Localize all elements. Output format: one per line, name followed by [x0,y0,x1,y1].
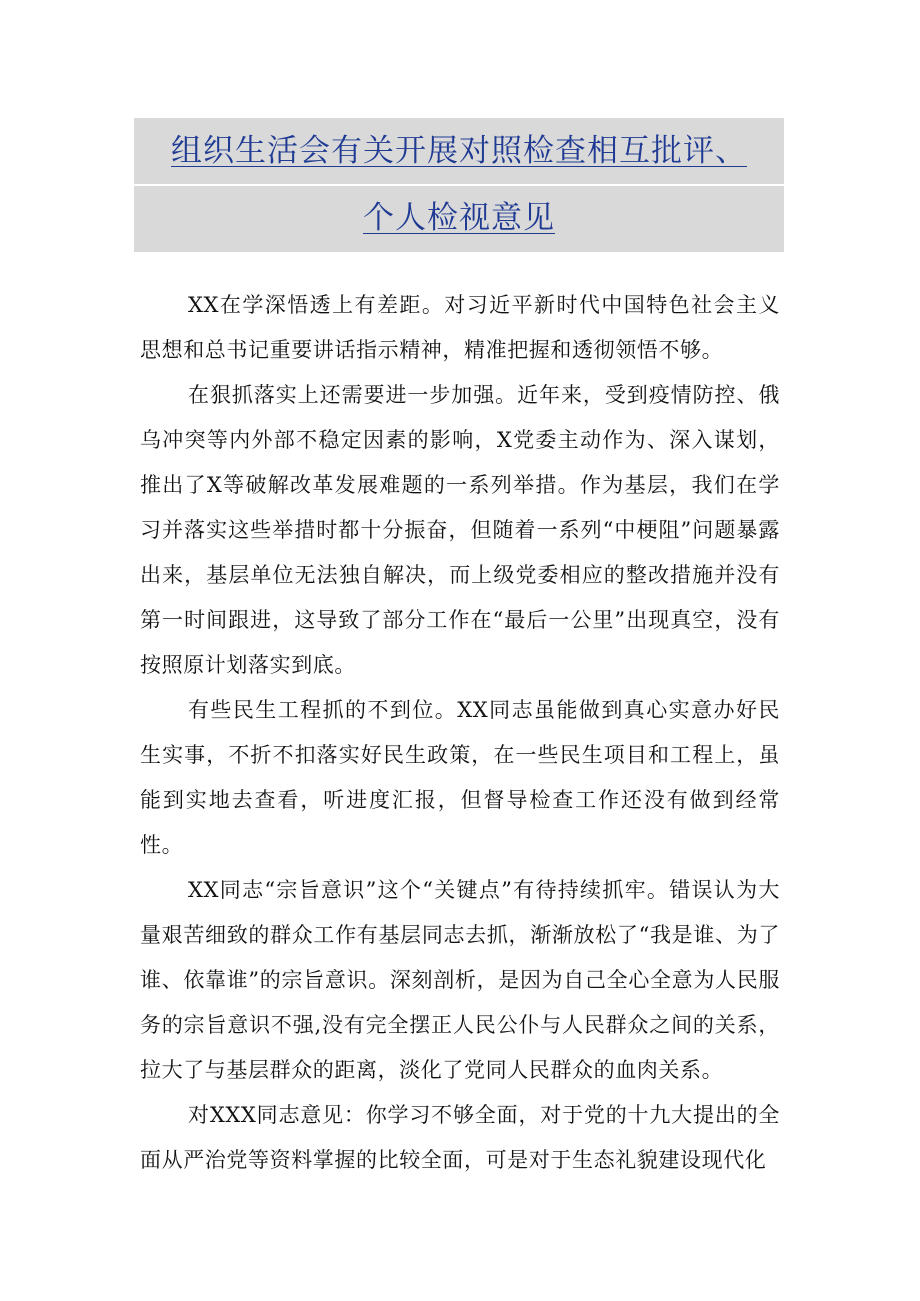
document-title-line-1: 组织生活会有关开展对照检查相互批评、 [171,133,747,169]
paragraph-2: 在狠抓落实上还需要进一步加强。近年来，受到疫情防控、俄乌冲突等内外部不稳定因素的影响，X党委主动作为、深入谋划，推出了X等破解改革发展难题的一系列举措。作为基层，我们在学习并落实这些举措时都十分振奋，但随着一系列“中梗阻”问题暴露出来，基层单位无法独自解决，而上级党委相应的整改措施并没有第一时间跟进，这导致了部分工作在“最后一公里”出现真空，没有按照原计划落实到底。 [140,383,780,677]
paragraph-1: XX在学深悟透上有差距。对习近平新时代中国特色社会主义思想和总书记重要讲话指示精神，精准把握和透彻领悟不够。 [140,293,780,362]
document-title-line-2: 个人检视意见 [363,200,555,236]
document-title-box [134,118,784,252]
paragraph-3: 有些民生工程抓的不到位。XX同志虽能做到真心实意办好民生实事，不折不扣落实好民生政策，在一些民生项目和工程上，虽能到实地去查看，听进度汇报，但督导检查工作还没有做到经常性。 [140,698,780,857]
paragraph-5: 对XXX同志意见：你学习不够全面，对于党的十九大提出的全面从严治党等资料掌握的比较全面，可是对于生态礼貌建设现代化 [140,1103,780,1172]
paragraph-4: XX同志“宗旨意识”这个“关键点”有待持续抓牢。错误认为大量艰苦细致的群众工作有基层同志去抓，渐渐放松了“我是谁、为了谁、依靠谁”的宗旨意识。深刻剖析，是因为自己全心全意为人民服务的宗旨意识不强,没有完全摆正人民公仆与人民群众之间的关系，拉大了与基层群众的距离，淡化了党同人民群众的血肉关系。 [140,878,780,1082]
document-body [140,283,780,1183]
